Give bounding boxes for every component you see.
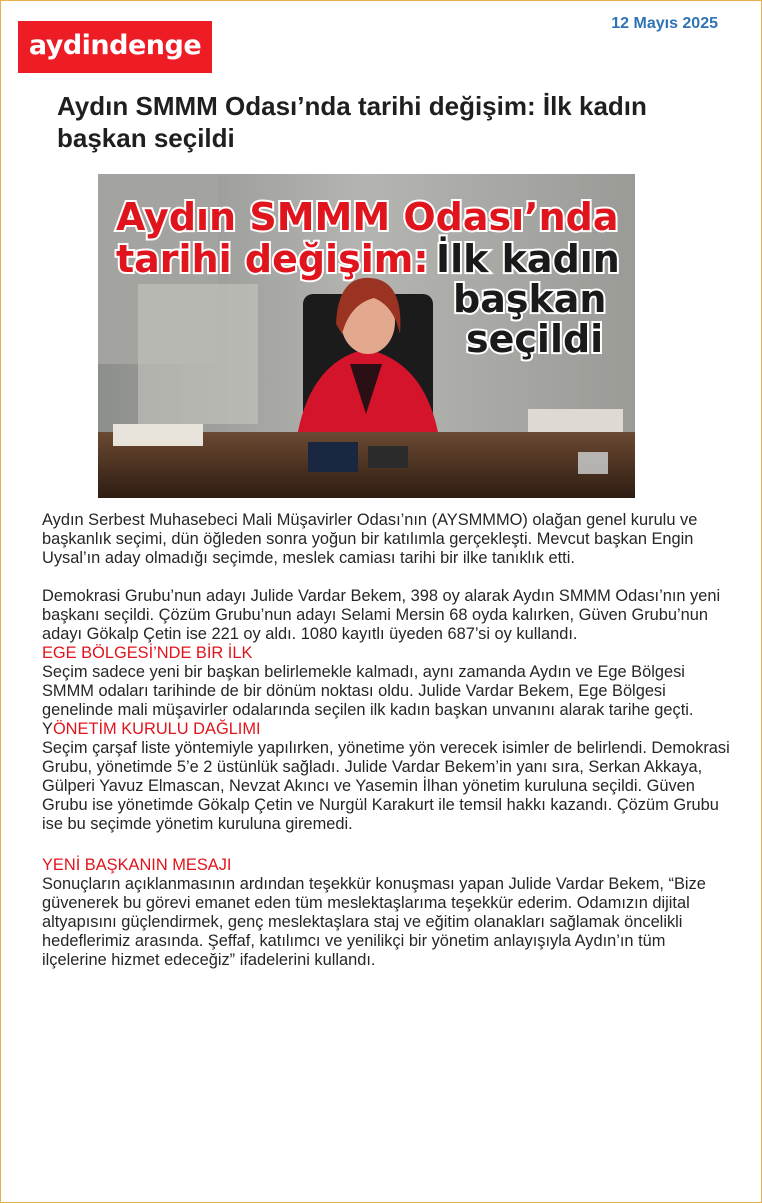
hero-caption-line-2: tarihi değişim: bbox=[116, 237, 429, 281]
hero-image bbox=[98, 174, 635, 498]
section-heading-board-rest: ÖNETİM KURULU DAĞLIMI bbox=[52, 720, 261, 738]
article-headline: Aydın SMMM Odası’nda tarihi değişim: İlk kadın başkan seçildi bbox=[57, 91, 647, 153]
paragraph-intro: Aydın Serbest Muhasebeci Mali Müşavirler Odası’nın (AYSMMMO) olağan genel kurulu ve başkanlık seçimi, dün öğleden sonra yoğun bir katılımla gerçekleşti. Mevcut başkan Engin Uysal’ın aday olmadığı seçimde, meslek camiası tarihi bir ilke tanıklık etti. bbox=[42, 511, 698, 567]
section-heading-message: YENİ BAŞKANIN MESAJI bbox=[42, 856, 232, 874]
section-heading-ege: EGE BÖLGESİ’NDE BİR İLK bbox=[42, 644, 253, 662]
paragraph-results: Demokrasi Grubu’nun adayı Julide Vardar Bekem, 398 oy alarak Aydın SMMM Odası’nın yeni başkanı seçildi. Çözüm Grubu’nun adayı Selami Mersin 68 oyda kalırken, Güven Grubu’nun adayı Gökalp Çetin ise 221 oy aldı. 1080 kayıtlı üyeden 687’si oy kullandı. bbox=[42, 587, 721, 643]
publish-date: 12 Mayıs 2025 bbox=[611, 15, 718, 32]
hero-caption-line-1: Aydın SMMM Odası’nda bbox=[116, 195, 619, 239]
site-logo[interactable]: aydindenge bbox=[18, 21, 212, 73]
section-heading-board-initial: Y bbox=[42, 720, 53, 738]
hero-caption-line-4: başkan bbox=[453, 277, 607, 321]
hero-caption-line-5: seçildi bbox=[466, 317, 604, 361]
article-body bbox=[42, 511, 732, 970]
paragraph-message: Sonuçların açıklanmasının ardından teşekkür konuşması yapan Julide Vardar Bekem, “Bize güvenerek bu görevi emanet eden tüm meslektaşlarıma teşekkür ederim. Odamızın dijital altyapısını güçlendirmek, genç meslektaşlara staj ve eğitim olanakları sağlamak öncelikli hedeflerimiz arasında. Şeffaf, katılımcı ve yenilikçi bir yönetim anlayışıyla Aydın’ın tüm ilçelerine hizmet edeceğiz” ifadelerini kullandı. bbox=[42, 875, 706, 969]
paragraph-board: Seçim çarşaf liste yöntemiyle yapılırken, yönetime yön verecek isimler de belirlendi. Demokrasi Grubu, yönetimde 5’e 2 üstünlük sağladı. Julide Vardar Bekem’in yanı sıra, Serkan Akkaya, Gülperi Yavuz Elmascan, Nevzat Akıncı ve Yasemin İlhan yönetim kuruluna seçildi. Güven Grubu ise yönetimde Gökalp Çetin ve Nurgül Karakurt ile temsil hakkı kazandı. Çözüm Grubu ise bu seçimde yönetim kuruluna giremedi. bbox=[42, 739, 730, 833]
section-heading-board bbox=[42, 720, 732, 739]
hero-caption-line-3: İlk kadın bbox=[436, 237, 620, 281]
paragraph-ege: Seçim sadece yeni bir başkan belirlemekle kalmadı, aynı zamanda Aydın ve Ege Bölgesi SMMM odaları tarihinde de bir dönüm noktası oldu. Julide Vardar Bekem, Ege Bölgesi genelinde mali müşavirler odalarında seçilen ilk kadın başkan unvanını alarak tarihe geçti. bbox=[42, 663, 694, 719]
